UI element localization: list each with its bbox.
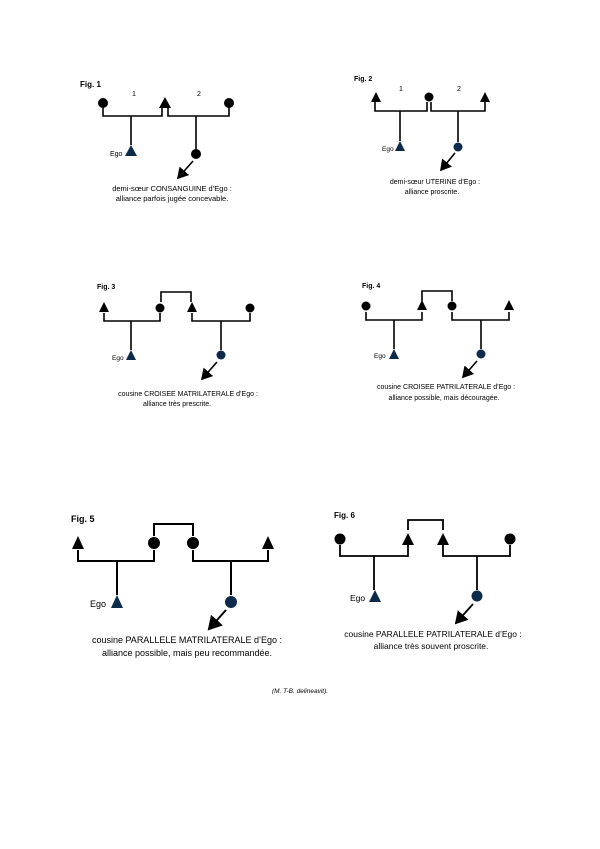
- figure-4-arrow: [463, 361, 477, 377]
- figure-6-marriage-line-left: [340, 545, 408, 556]
- figure-1: [80, 80, 234, 203]
- figure-2-marriage-line-1: [375, 102, 427, 111]
- figure-6-marriage-line-right: [443, 545, 510, 556]
- female-symbol-paternal-aunt: [448, 302, 457, 311]
- figure-5-label: Fig. 5: [71, 514, 95, 524]
- female-symbol-uncle-wife: [246, 304, 255, 313]
- female-symbol-maternal-aunt: [187, 537, 199, 549]
- figure-5-marriage-line-left: [78, 550, 154, 561]
- figure-2-marriage-number-2: 2: [457, 86, 461, 93]
- figure-1-caption-line-1: demi-sœur CONSANGUINE d’Ego :: [112, 184, 232, 193]
- female-symbol-mother: [362, 302, 371, 311]
- male-symbol-father: [402, 533, 414, 545]
- ego-male-symbol: [369, 590, 381, 602]
- figure-3-caption-line-2: alliance très prescrite.: [142, 401, 212, 408]
- male-symbol-aunt-husband: [262, 536, 274, 549]
- male-symbol-aunt-husband: [504, 300, 514, 310]
- figure-5-marriage-line-right: [193, 550, 268, 561]
- female-symbol-uncle-wife: [505, 534, 516, 545]
- figure-5-ego-label: Ego: [90, 599, 107, 609]
- figure-1-ego-label: Ego: [110, 151, 123, 158]
- figure-4-caption-line-1: cousine CROISEE PATRILATERALE d’Ego :: [376, 384, 516, 391]
- female-symbol-mother: [425, 93, 434, 102]
- cousin-female-symbol: [225, 596, 237, 608]
- figure-5: [71, 514, 282, 658]
- figure-3-caption-line-1: cousine CROISEE MATRILATERALE d’Ego :: [118, 391, 258, 398]
- female-symbol-mother: [156, 304, 165, 313]
- figure-4-marriage-line-left: [366, 312, 422, 320]
- figure-6-caption-line-1: cousine PARALLELE PATRILATERALE d’Ego :: [344, 629, 522, 639]
- figure-2-arrow: [441, 153, 455, 170]
- female-symbol-mother-1: [98, 98, 108, 108]
- figure-2-ego-label: Ego: [382, 146, 394, 153]
- half-sister-symbol: [454, 143, 463, 152]
- figure-1-marriage-number-1: 1: [132, 91, 136, 98]
- male-symbol-father: [72, 536, 84, 549]
- figure-4: [362, 283, 516, 402]
- cousin-female-symbol: [472, 591, 483, 602]
- figure-3-label: Fig. 3: [97, 284, 116, 291]
- figure-3-marriage-line-left: [104, 313, 160, 321]
- figure-1-marriage-number-2: 2: [197, 91, 201, 98]
- figure-5-caption-line-1: cousine PARALLELE MATRILATERALE d’Ego :: [91, 635, 283, 645]
- figure-1-arrow: [178, 161, 193, 178]
- figure-3-ego-label: Ego: [112, 355, 124, 362]
- figure-1-label: Fig. 1: [80, 80, 101, 89]
- figure-6-ego-label: Ego: [350, 593, 366, 603]
- ego-male-symbol: [125, 145, 137, 156]
- male-symbol-maternal-uncle: [187, 302, 197, 312]
- figure-1-caption-line-2: alliance parfois jugée concevable.: [115, 194, 229, 203]
- figure-2-label: Fig. 2: [354, 76, 373, 83]
- ego-male-symbol: [111, 595, 123, 608]
- male-symbol-father-1: [371, 92, 381, 102]
- figure-1-marriage-line-2: [168, 106, 229, 116]
- figure-4-caption-line-2: alliance possible, mais découragée.: [388, 395, 500, 402]
- figure-1-marriage-line-1: [103, 106, 162, 116]
- ego-male-symbol: [126, 350, 136, 360]
- author-credit: (M. T-B. delineavit).: [271, 688, 329, 695]
- figure-2: [354, 76, 490, 196]
- figure-6: [334, 511, 522, 651]
- figure-5-sibling-bracket: [154, 524, 193, 536]
- figure-3-sibling-bracket: [161, 292, 191, 302]
- figure-3: [97, 284, 258, 408]
- figure-6-sibling-bracket: [408, 520, 443, 530]
- male-symbol-father: [99, 302, 109, 312]
- male-symbol-father-2: [480, 92, 490, 102]
- figure-3-marriage-line-right: [192, 313, 250, 321]
- male-symbol-father: [159, 97, 171, 108]
- figure-3-arrow: [202, 362, 217, 379]
- figure-4-label: Fig. 4: [362, 283, 381, 290]
- figure-4-ego-label: Ego: [374, 353, 386, 360]
- male-symbol-father: [417, 300, 427, 310]
- figure-2-caption-line-1: demi-sœur UTERINE d’Ego :: [389, 179, 481, 186]
- figure-2-caption-line-2: alliance proscrite.: [404, 189, 460, 196]
- half-sister-symbol: [191, 149, 201, 159]
- female-symbol-mother-2: [224, 98, 234, 108]
- cousin-female-symbol: [477, 350, 486, 359]
- female-symbol-mother: [148, 537, 160, 549]
- figure-2-marriage-number-1: 1: [399, 86, 403, 93]
- cousin-female-symbol: [217, 351, 226, 360]
- ego-male-symbol: [395, 141, 405, 151]
- female-symbol-mother: [335, 534, 346, 545]
- figure-5-caption-line-2: alliance possible, mais peu recommandée.: [101, 648, 273, 658]
- figure-5-arrow: [209, 610, 226, 629]
- male-symbol-paternal-uncle: [437, 533, 449, 545]
- ego-male-symbol: [389, 349, 399, 359]
- figure-2-marriage-line-2: [431, 102, 485, 111]
- figure-6-caption-line-2: alliance très souvent proscrite.: [373, 641, 489, 651]
- figure-6-arrow: [456, 604, 473, 623]
- figure-6-label: Fig. 6: [334, 511, 355, 520]
- figure-4-sibling-bracket: [422, 291, 452, 301]
- figure-4-marriage-line-right: [452, 312, 509, 320]
